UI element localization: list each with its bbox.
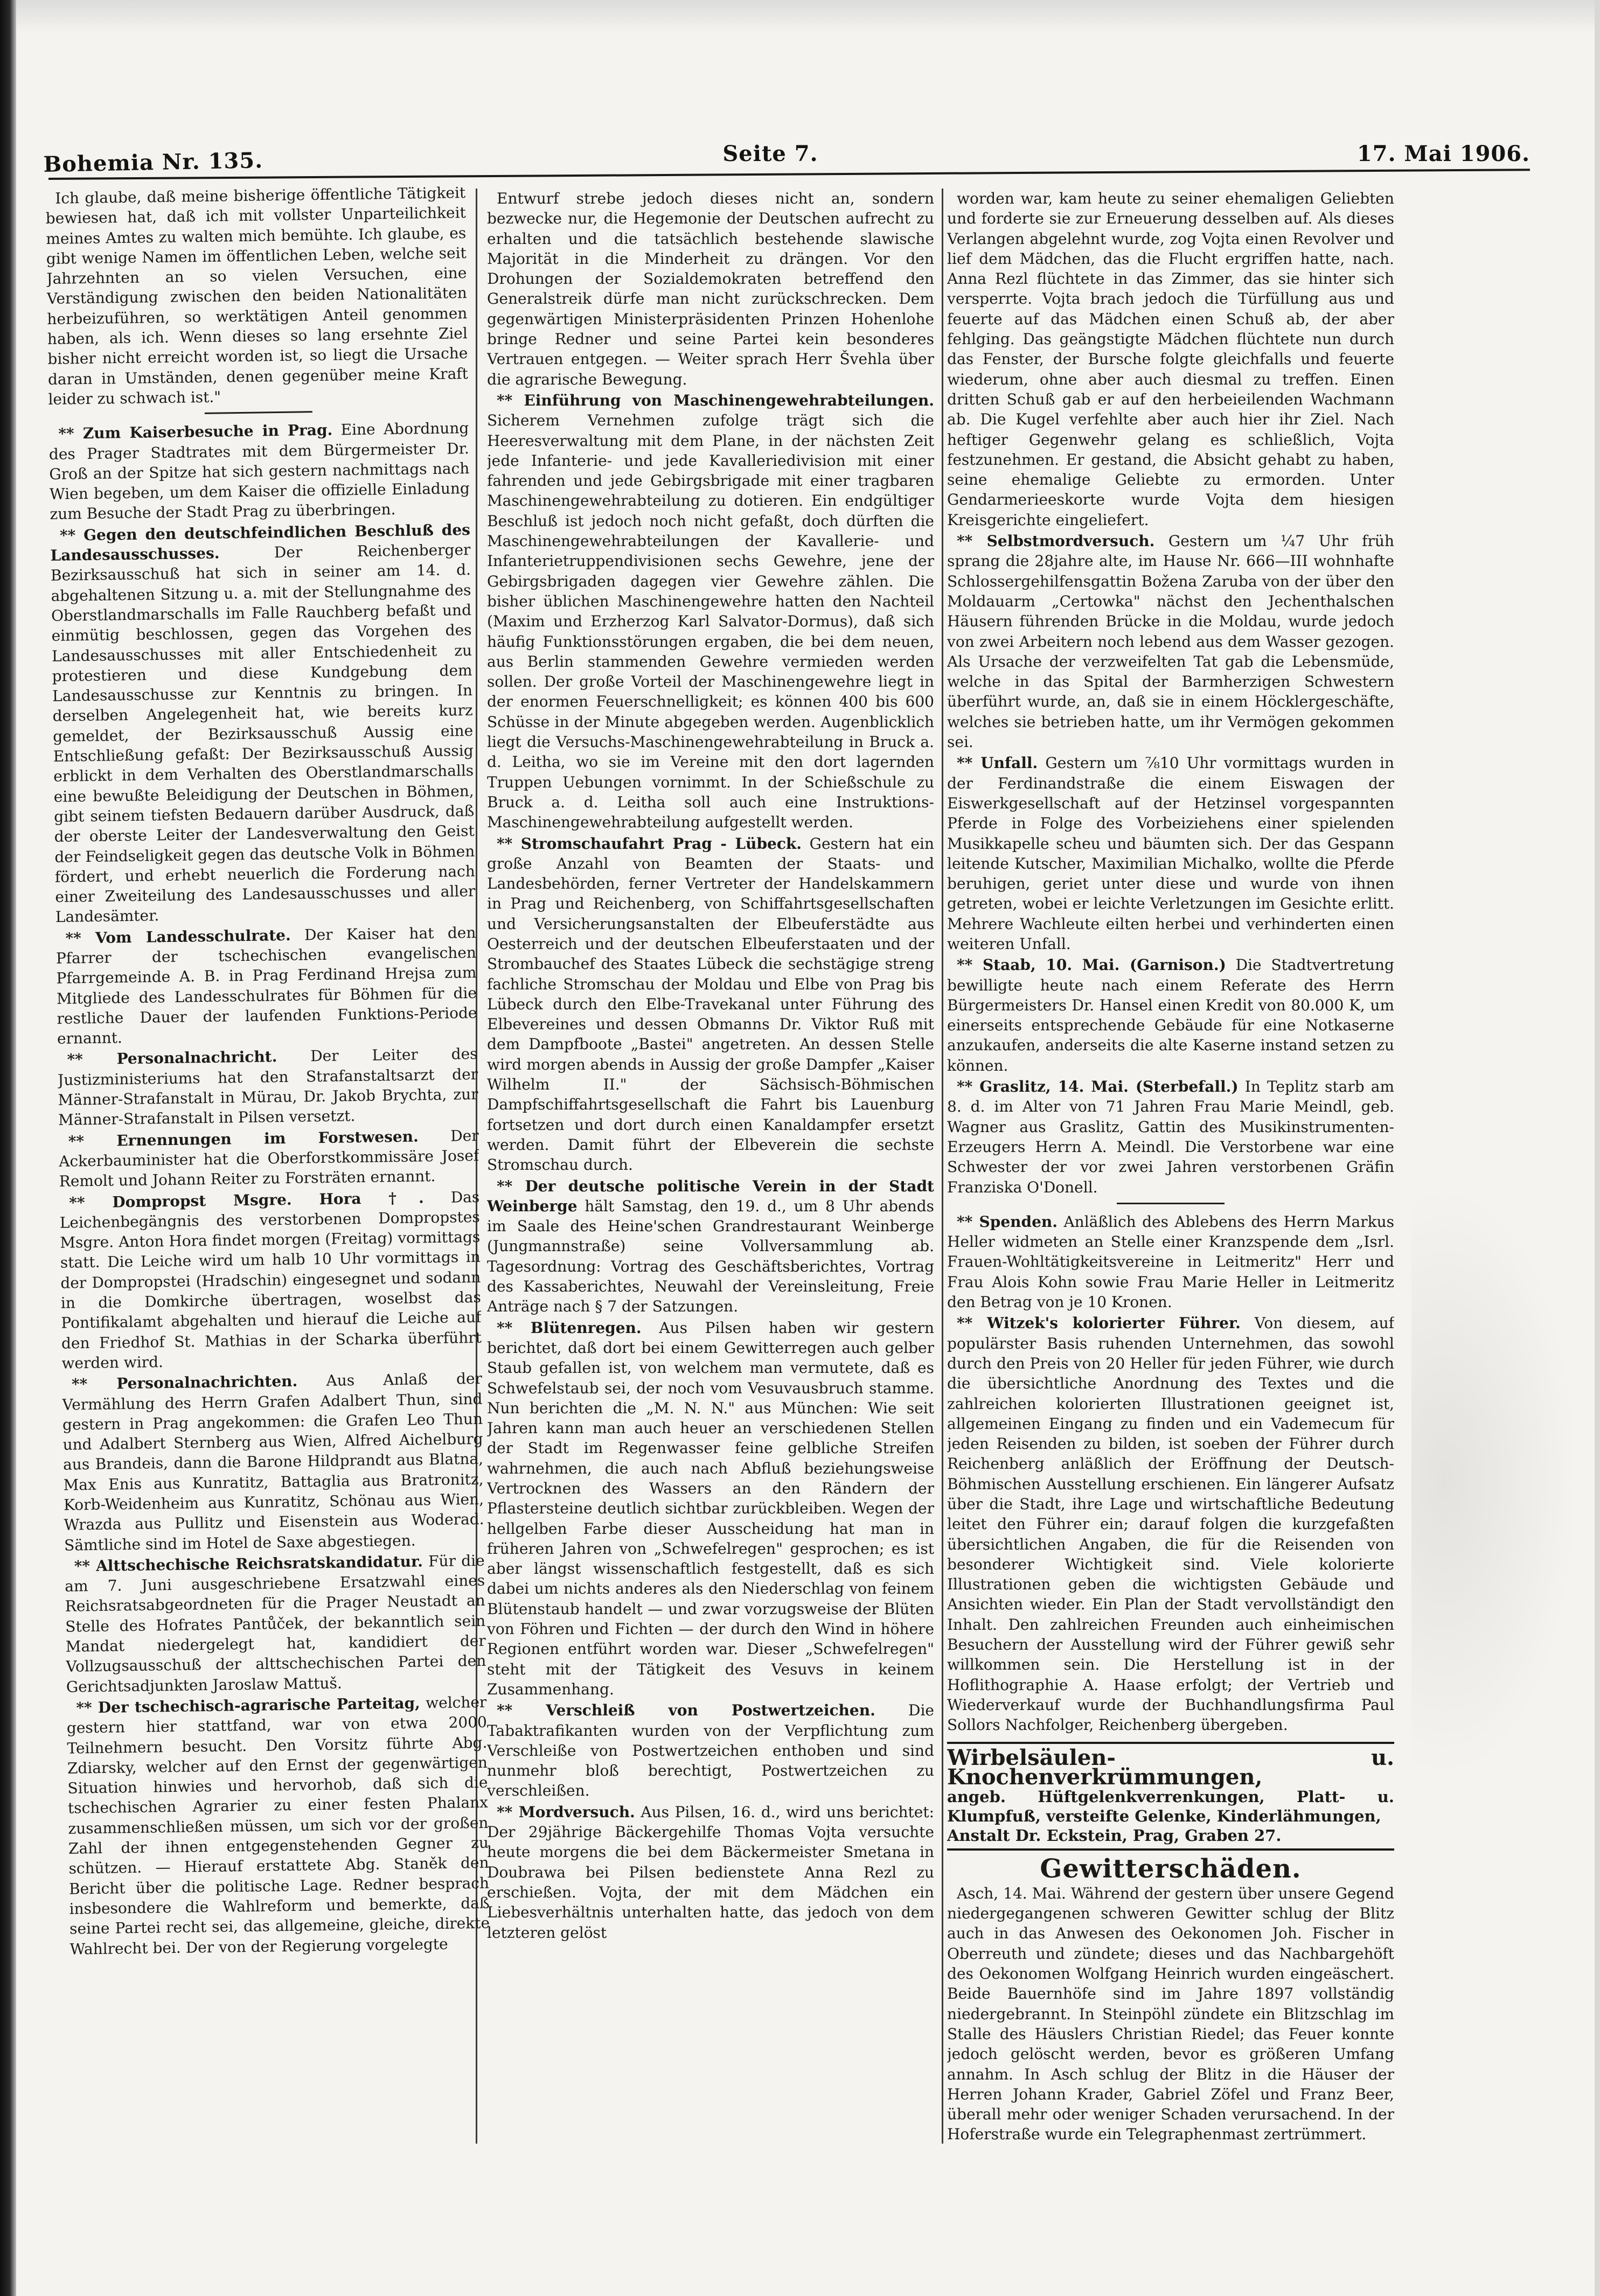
article-text: welcher gestern hier stattfand, war von etwa 2000 Teilnehmern besucht. Den Vorsitz führte Abg. Zdiarsky, welcher auf den Ernst der gegenwärtigen Situation hinwies und hervorhob, daß sich die tschechischen Agrarier zu einer festen Phalanx zusammenschließen müssen, um sich vor der großen Zahl der ihnen entgegenstehenden Gegner zu schützen. — Hierauf erstattete Abg. Staněk den Bericht über die politische Lage. Redner besprach insbesondere die Wahlreform und bemerkte, daß seine Partei recht sei, das allgemeine, gleiche, direkte Wahlrecht bei. Der von der Regierung vorgelegte bbox=[66, 1693, 490, 1958]
top-margin bbox=[16, 0, 1595, 32]
article bbox=[947, 753, 1394, 954]
article-heading: ** Spenden. bbox=[957, 1212, 1058, 1231]
separator-rule bbox=[205, 411, 312, 414]
column-1 bbox=[45, 183, 493, 2171]
column-3 bbox=[947, 189, 1394, 2171]
article-heading: ** Personalnachricht. bbox=[67, 1048, 277, 1069]
article bbox=[64, 1551, 486, 1697]
column-2 bbox=[487, 189, 934, 2171]
article-heading: ** Blütenregen. bbox=[497, 1318, 642, 1337]
article bbox=[57, 1044, 478, 1130]
article-text: Der Leiter des Justizministeriums hat den Strafanstaltsarzt der Männer-Strafanstalt in Mürau, Dr. Jakob Brychta, zur Männer-Strafanstalt in Pilsen versetzt. bbox=[57, 1045, 478, 1129]
article-text: Gestern um ¼7 Uhr früh sprang die 28jahre alte, im Hause Nr. 666—III wohnhafte Schlossergehilfensgattin Božena Zaruba von der über den Moldauarm „Certowka" nächst den Jechenthalschen Häusern führenden Brücke in die Moldau, wurde jedoch von zwei Arbeitern noch lebend aus dem Wasser gezogen. Als Ursache der verzweifelten Tat gab die Lebensmüde, welche in das Spital der Barmherzigen Schwestern überführt wurde, an, daß sie in einem Höcklergeschäfte, welches sie betrieben hatte, um ihr Vermögen gekommen sei. bbox=[947, 532, 1394, 751]
article-heading: ** Dompropst Msgre. Hora †. bbox=[69, 1188, 424, 1212]
article bbox=[487, 390, 934, 833]
article-heading: ** Einführung von Maschinengewehrabteilungen. bbox=[497, 391, 934, 409]
ad-address: Anstalt Dr. Eckstein, Prag, Graben 27. bbox=[947, 1826, 1282, 1845]
article-heading: ** Der tschechisch-agrarische Parteitag, bbox=[76, 1694, 421, 1717]
article-text: Anläßlich des Ablebens des Herrn Markus Heller widmeten an Stelle einer Kranzspende dem „Isrl. Frauen-Wohltätigkeitsvereine in Leitmeritz" Herr und Frau Alois Kohn sowie Frau Marie Heller in Leitmeritz den Betrag von je 10 Kronen. bbox=[947, 1212, 1394, 1311]
article-text: Für die am 7. Juni ausgeschriebene Ersatzwahl eines Reichsratsabgeordneten für die Prager Neustadt an Stelle des Hofrates Pantůček, der bekanntlich sein Mandat niedergelegt hat, kandidiert der Vollzugsausschuß der alttschechischen Partei den Gerichtsadjunkten Jaroslaw Mattuš. bbox=[65, 1551, 486, 1696]
advertisement bbox=[947, 1742, 1394, 1851]
article bbox=[59, 1187, 482, 1373]
article bbox=[58, 1126, 479, 1192]
masthead-left: Bohemia Nr. 135. bbox=[43, 148, 263, 177]
article-text: Sicherem Vernehmen zufolge trägt sich die Heeresverwaltung mit dem Plane, in der nächsten Zeit jede Infanterie- und jede Kavalleriedivision mit einer fahrenden und jede Gebirgsbrigade mit einer tragbaren Maschinengewehrabteilung zu dotieren. Ein endgültiger Beschluß ist jedoch noch nicht gefaßt, doch dürften die Maschinengewehrabteilungen der Kavallerie- und Infanterietruppendivisionen sechs Gewehre, jene der Gebirgsbrigaden dagegen vier Gewehre zählen. Die bisher üblichen Maschinengewehre hatten den Nachteil (Maxim und Erzherzog Karl Salvator-Dormus), daß sich häufig Funktionsstörungen ergaben, die bei dem neuen, aus Berlin stammenden Gewehre vermieden werden sollen. Der große Vorteil der Maschinengewehre liegt in der enormen Feuerschnelligkeit; es können 400 bis 600 Schüsse in der Minute abgegeben werden. Augenblicklich liegt die Versuchs-Maschinengewehrabteilung in Bruck a. d. Leitha, wo sie im Vereine mit den dort lagernden Truppen Uebungen vornimmt. In der Schießschule zu Bruck a. d. Leitha soll auch eine Instruktions-Maschinengewehrabteilung aufgestellt werden. bbox=[487, 411, 934, 832]
article-text: Der Kaiser hat den Pfarrer der tschechischen evangelischen Pfarrgemeinde A. B. in Prag Ferdinand Hrejsa zum Mitgliede des Landesschulrates für Böhmen für die restliche Dauer der laufenden Funktions-Periode ernannt. bbox=[55, 923, 477, 1048]
article-text: Aus Pilsen, 16. d., wird uns berichtet: Der 29jährige Bäckergehilfe Thomas Vojta versuchte heute morgens die bei dem Bäckermeister Smetana in Doubrawa bei Pilsen bedienstete Anna Rezl zu erschießen. Vojta, der mit dem Mädchen ein Liebesverhältnis unterhalten hatte, das jedoch von dem letzteren gelöst bbox=[487, 1803, 934, 1942]
article bbox=[947, 1212, 1394, 1312]
column-divider bbox=[942, 189, 943, 2144]
article-text: Asch, 14. Mai. Während der gestern über unsere Gegend niedergegangenen schweren Gewitter schlug der Blitz auch in das Anwesen des Oekonomen Joh. Fischer in Oberreuth und zündete; dieses und das Nachbargehöft des Oekonomen Wolfgang Heinrich wurden eingeäschert. Beide Bauernhöfe sind im Jahre 1897 vollständig niedergebrannt. In Steinpöhl zündete ein Blitzschlag im Stalle des Häuslers Christian Riedel; das Feuer konnte jedoch gelöscht werden, bevor es größeren Umfang annahm. In Asch schlug der Blitz in die Häuser der Herren Johann Krader, Gabriel Zöfel und Franz Beer, überall mehr oder weniger Schaden verursachend. In der Hoferstraße wurde ein Telegraphenmast zertrümmert. bbox=[947, 1884, 1394, 2144]
article-heading: ** Staab, 10. Mai. (Garnison.) bbox=[957, 956, 1226, 974]
article bbox=[50, 520, 476, 927]
article bbox=[487, 1700, 934, 1800]
article-text: Der Reichenberger Bezirksausschuß hat sich in seiner am 14. d. abgehaltenen Sitzung u. a. mit der Stellungnahme des Oberstlandmarschalls im Falle Rauchberg befaßt und einmütig beschlossen, gegen das Vorgehen des Landesausschusses mit aller Entschiedenheit zu protestieren und diese Kundgebung dem Landesausschusse zur Kenntnis zu bringen. In derselben Angelegenheit hat, wie bereits kurz gemeldet, der Bezirksausschuß Aussig eine Entschließung gefaßt: Der Bezirksausschuß Aussig erblickt in dem Verhalten des Oberstlandmarschalls eine bewußte Beleidigung der Deutschen in Böhmen, gibt seinem tiefsten Bedauern darüber Ausdruck, daß der oberste Leiter der Landesverwaltung den Geist der Feindseligkeit gegen das deutsche Volk in Böhmen fördert, und erhebt neuerlich die Forderung nach einer Zweiteilung des Landesausschusses und aller Landesämter. bbox=[50, 541, 476, 926]
article-heading: ** Personalnachrichten. bbox=[71, 1372, 298, 1393]
article-heading: ** Graslitz, 14. Mai. (Sterbefall.) bbox=[957, 1078, 1239, 1096]
article bbox=[55, 923, 477, 1049]
article-heading: ** Mordversuch. bbox=[497, 1803, 635, 1821]
article-text: Gestern um ⅞10 Uhr vormittags wurden in der Ferdinandstraße die einem Eiswagen der Eiswerkgesellschaft auf der Hetzinsel vorgespannten Pferde in Folge des Vorbeiziehens einer spielenden Musikkapelle scheu und bäumten sich. Der das Gespann leitende Kutscher, Maximilian Michalko, wollte die Pferde beruhigen, geriet unter diese und wurde von ihnen getreten, wobei er leichte Verletzungen im Gesichte erlitt. Mehrere Wachleute eilten herbei und verhinderten einen weiteren Unfall. bbox=[947, 754, 1394, 953]
article bbox=[487, 1802, 934, 1943]
article-heading: ** Witzek's kolorierter Führer. bbox=[957, 1314, 1241, 1332]
article bbox=[947, 955, 1394, 1076]
article-text: Aus Pilsen haben wir gestern berichtet, daß dort bei einem Gewitterregen auch gelber Staub gefallen ist, von welchem man vermutete, daß es Schwefelstaub sei, der noch vom Vesuvausbruch stamme. Nun berichten die „M. N. N." aus München: Wie seit Jahren kann man auch heuer an verschiedenen Stellen der Stadt im Regenwasser feine gelbliche Streifen wahrnehmen, die auch nach Abfluß beziehungsweise Vertrocknen des Wassers an den Rändern der Pflastersteine deutlich sichtbar zurückbleiben. Wegen der hellgelben Farbe dieser Ausscheidung hat man in früheren Jahren von „Schwefelregen" gesprochen; es ist aber längst wissenschaftlich festgestellt, daß es sich dabei um nichts anderes als den Niederschlag von feinem Blütenstaub handelt — und zwar vorzugsweise der Blüten von Föhren und Fichten — der durch den Wind in höhere Regionen entführt worden war. Dieser „Schwefelregen" steht mit der Tätigkeit des Vesuvs in keinem Zusammenhang. bbox=[487, 1318, 934, 1698]
article bbox=[66, 1692, 490, 1959]
article bbox=[48, 418, 470, 524]
article bbox=[62, 1369, 485, 1555]
article-heading: ** Alttschechische Reichsratskandidatur. bbox=[74, 1552, 423, 1575]
article bbox=[487, 834, 934, 1175]
article bbox=[947, 531, 1394, 752]
ad-headline: Wirbelsäulen- u. Knochenverkrümmungen, bbox=[947, 1744, 1394, 1790]
article-text: Das Leichenbegängnis des verstorbenen Dompropstes Msgre. Anton Hora findet morgen (Freitag) vormittags statt. Die Leiche wird um halb 10 Uhr vormittags in der Dompropstei (Hradschin) eingesegnet und sodann in die Domkirche übertragen, woselbst das Pontifikalamt abgehalten und hierauf die Leiche auf den Friedhof St. Mathias in der Scharka überführt werden wird. bbox=[59, 1188, 482, 1372]
article-text: Der Ackerbauminister hat die Oberforstkommissäre Josef Remolt und Johann Reiter zu Forsträten ernannt. bbox=[58, 1126, 479, 1191]
issue-date: 17. Mai 1906. bbox=[1356, 141, 1530, 166]
article bbox=[487, 1176, 934, 1317]
article bbox=[947, 1313, 1394, 1735]
article-heading: ** Stromschaufahrt Prag - Lübeck. bbox=[497, 834, 802, 853]
article-heading: ** Zum Kaiserbesuche in Prag. bbox=[58, 421, 333, 443]
article-heading: ** Ernennungen im Forstwesen. bbox=[68, 1127, 419, 1150]
article bbox=[947, 1077, 1394, 1197]
article-text: worden war, kam heute zu seiner ehemaligen Geliebten und forderte sie zur Erneuerung desselben auf. Als dieses Verlangen abgelehnt wurde, zog Vojta einen Revolver und lief dem Mädchen, das die Flucht ergriffen hatte, nach. Anna Rezl flüchtete in das Zimmer, das sie hinter sich versperrte. Vojta brach jedoch die Türfüllung aus und feuerte auf das Mädchen einen Schuß ab, der aber fehlging. Das geängstigte Mädchen flüchtete nun durch das Fenster, der Bursche folgte gleichfalls und feuerte wiederum, ohne aber auch diesmal zu treffen. Einen dritten Schuß gab er auf den herbeieilenden Wachmann ab. Die Kugel verfehlte aber auch hier ihr Ziel. Nach heftiger Gegenwehr gelang es schließlich, Vojta festzunehmen. Er gestand, die Absicht gehabt zu haben, seine ehemalige Geliebte zu ermorden. Unter Gendarmerieeskorte wurde Vojta dem hiesigen Kreisgerichte eingeliefert. bbox=[947, 190, 1394, 529]
article-text: Gestern hat ein große Anzahl von Beamten der Staats- und Landesbehörden, ferner Vertreter der Handelskammern in Prag und Reichenberg, von Schiffahrtsgesellschaften und Versicherungsanstalten der Elbeuferstädte aus Oesterreich und der deutschen Elbeuferstaaten und der Strombauchef des Staates Lübeck die sechstägige streng fachliche Stromschau der Moldau und Elbe von Prag bis Lübeck durch den Elbe-Travekanal unter Führung des Elbevereines und dessen Obmanns Dr. Viktor Ruß mit dem Dampfboote „Bastei" angetreten. An dessen Stelle wird morgen abends in Aussig der große Dampfer „Kaiser Wilhelm II." der Sächsisch-Böhmischen Dampfschiffahrtsgesellschaft die Fahrt bis Lauenburg fortsetzen und dort durch einen Kanaldampfer ersetzt werden. Damit führt der Elbeverein die sechste Stromschau durch. bbox=[487, 834, 934, 1174]
ad-body: angeb. Hüftgelenkverrenkungen, Platt- u. Klumpfuß, versteifte Gelenke, Kinderlähmungen, bbox=[947, 1787, 1394, 1825]
article-heading: ** Gegen den deutschfeindlichen Beschluß des Landesausschusses. bbox=[50, 520, 471, 564]
article-text: Die Stadtvertretung bewilligte heute nach einem Referate des Herrn Bürgermeisters Dr. Hansel einen Kredit von 80.000 K, um einerseits entsprechende Gebäude für eine Notkaserne anzukaufen, anderseits die alte Kaserne instand setzen zu können. bbox=[947, 956, 1394, 1074]
article-heading: ** Unfall. bbox=[957, 754, 1038, 772]
article-text: Die Tabaktrafikanten wurden von der Verpflichtung zum Verschleiße von Postwertzeichen enthoben und sind nunmehr bloß berechtigt, Postwertzeichen zu verschleißen. bbox=[487, 1701, 934, 1800]
paper-stain bbox=[1411, 1185, 1578, 1777]
article-heading: ** Der deutsche politische Verein in der Stadt Weinberge bbox=[487, 1177, 934, 1215]
page-number: Seite 7. bbox=[722, 141, 818, 166]
article-text: Entwurf strebe jedoch dieses nicht an, sondern bezwecke nur, die Hegemonie der Deutschen aufrecht zu erhalten und die tatsächlich bestehende slawische Majorität in die Minderheit zu drängen. Vor den Drohungen der Sozialdemokraten betreffend den Generalstreik dürfe man nicht zurückschrecken. Dem gegenwärtigen Ministerpräsidenten Prinzen Hohenlohe bringe Redner und seine Partei kein besonderes Vertrauen entgegen. — Weiter sprach Herr Švehla über die agrarische Bewegung. bbox=[487, 190, 934, 388]
article-text: Eine Abordnung des Prager Stadtrates mit dem Bürgermeister Dr. Groß an der Spitze hat sich gestern nachmittags nach Wien begeben, um dem Kaiser die offizielle Einladung zum Besuche der Stadt Prag zu überbringen. bbox=[48, 419, 470, 524]
article-text: In Teplitz starb am 8. d. im Alter von 71 Jahren Frau Marie Meindl, geb. Wagner aus Graslitz, Gattin des Musikinstrumenten-Erzeugers Herrn A. Meindl. Die Verstorbene war eine Schwester der vor zwei Jahren verstorbenen Gräfin Franziska O'Donell. bbox=[947, 1078, 1394, 1196]
article-heading: ** Selbstmordversuch. bbox=[957, 532, 1155, 550]
article-text: hält Samstag, den 19. d., um 8 Uhr abends im Saale des Heine'schen Grandrestaurant Weinberge (Jungmannstraße) seine Vollversammlung ab. Tagesordnung: Vortrag des Geschäftsberichtes, Vortrag des Kassaberichtes, Neuwahl der Vereinsleitung, Freie Anträge nach § 7 der Satzungen. bbox=[487, 1197, 934, 1316]
section-title: Gewitterschäden. bbox=[1040, 1853, 1302, 1884]
article-heading: ** Verschleiß von Postwertzeichen. bbox=[497, 1701, 875, 1720]
article-text: Ich glaube, daß meine bisherige öffentliche Tätigkeit bewiesen hat, daß ich mit vollster Unparteilichkeit meines Amtes zu walten mich bemühte. Ich glaube, es gibt wenige Namen im öffentlichen Leben, welche seit Jahrzehnten an so vielen Versuchen, eine Verständigung zwischen den beiden Nationalitäten herbeizuführen, so werktätigen Anteil genommen haben, als ich. Wenn dieses so lang ersehnte Ziel bisher nicht erreicht worden ist, so liegt die Ursache daran in Umständen, denen gegenüber meine Kraft leider zu schwach ist." bbox=[45, 184, 469, 408]
article-text: Aus Anlaß der Vermählung des Herrn Grafen Adalbert Thun, sind gestern in Prag angekommen: die Grafen Leo Thun und Adalbert Sternberg aus Wien, Alfred Aichelburg aus Brandeis, dann die Barone Hildprandt aus Blatna, Max Enis aus Kunratitz, Battaglia aus Bratronitz, Korb-Weidenheim aus Kunratitz, Schönau aus Wien, Wrazda aus Pullitz und Eisenstein aus Woderad. Sämtliche sind im Hotel de Saxe abgestiegen. bbox=[62, 1370, 484, 1554]
article-heading: ** Vom Landesschulrate. bbox=[65, 926, 291, 947]
scan-shadow-edge bbox=[0, 0, 16, 2296]
article-text: Von diesem, auf populärster Basis ruhenden Unternehmen, das sowohl durch den Preis von 20 Heller für jeden Führer, wie durch die übersichtliche Anordnung des Textes und die zahlreichen kolorierten Illustrationen geeignet ist, allgemeinen Eingang zu finden und ein Vademecum für jeden Reisenden zu bilden, ist soeben der Führer durch Reichenberg anläßlich der Eröffnung der Deutsch-Böhmischen Ausstellung erschienen. Ein längerer Aufsatz über die Stadt, ihre Lage und wirtschaftliche Bedeutung leitet den Führer ein; darauf folgen die kurzgefaßten übersichtlichen Angaben, die für die Reisenden von besonderer Wichtigkeit sind. Viele kolorierte Illustrationen geben die wichtigsten Gebäude und Ansichten wieder. Ein Plan der Stadt vervollständigt den Inhalt. Den zahlreichen Freunden auch einheimischen Besuchern der Ausstellung wird der Führer gewiß sehr willkommen sein. Die Herstellung ist in der Hoflithographie A. Haase erfolgt; der Vertrieb und Wiederverkauf wurde der Buchhandlungsfirma Paul Sollors Nachfolger, Reichenberg übergeben. bbox=[947, 1314, 1394, 1734]
separator-rule bbox=[1117, 1203, 1225, 1204]
article bbox=[487, 1318, 934, 1700]
